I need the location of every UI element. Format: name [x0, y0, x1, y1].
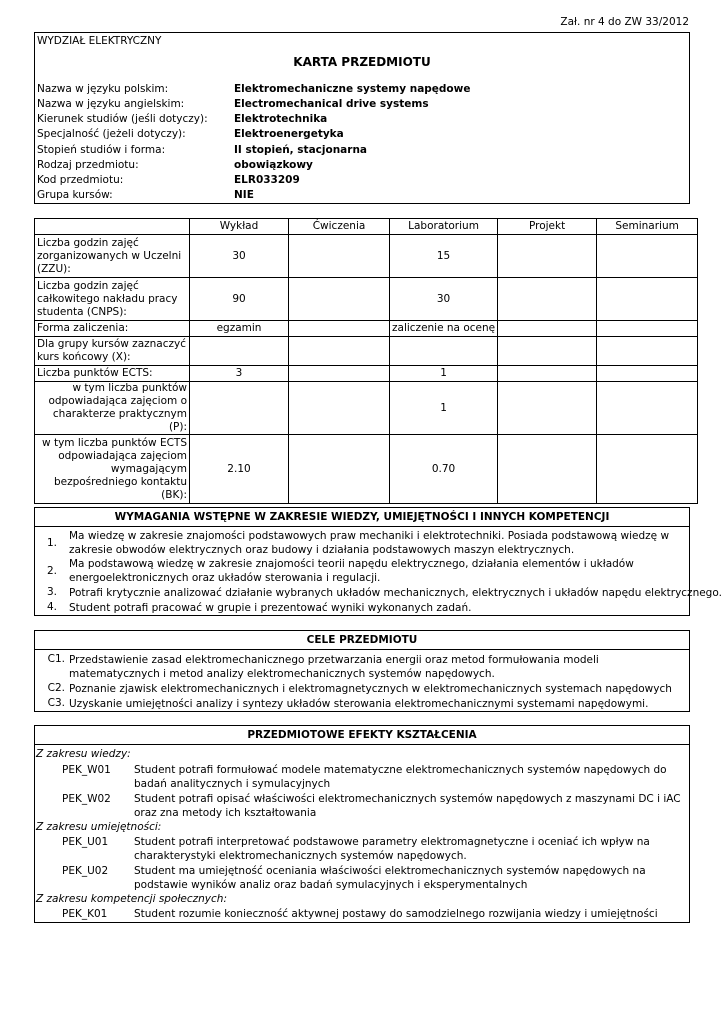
list-item: Przedstawienie zasad elektromechanicznego przetwarzania energii oraz metod formułowania modeli matematycznych i metod analizy elektromechanicznych systemów napędowych. — [69, 654, 599, 680]
table-cell: 15 — [390, 235, 498, 278]
category-label: Z zakresu wiedzy: — [36, 748, 131, 760]
field-value: NIE — [234, 189, 254, 201]
outcome-text: Student rozumie konieczność aktywnej postawy do samodzielnego rozwijania wiedzy i umiejętności — [134, 908, 658, 920]
table-cell: zaliczenie na ocenę — [390, 321, 498, 337]
department-name: WYDZIAŁ ELEKTRYCZNY — [37, 35, 162, 47]
field-value: II stopień, stacjonarna — [234, 144, 367, 156]
category-label: Z zakresu umiejętności: — [36, 821, 162, 833]
table-cell — [498, 435, 597, 504]
table-row — [35, 382, 698, 435]
column-header: Laboratorium — [390, 219, 498, 235]
table-cell: 90 — [190, 278, 289, 321]
goals-section — [34, 630, 690, 712]
field-value: Elektroenergetyka — [234, 128, 344, 140]
outcome-text: Student potrafi interpretować podstawowe parametry elektromagnetyczne i oceniać ich wpływ na charakterystyki elektromechanicznych systemów napędowych. — [134, 836, 650, 862]
column-header: Ćwiczenia — [289, 219, 390, 235]
field-label: Grupa kursów: — [37, 189, 113, 201]
outcome-text: Student ma umiejętność oceniania właściwości elektromechanicznych systemów napędowych na podstawie wyników analiz oraz badań symulacyjnych i eksperymentalnych — [134, 865, 646, 891]
table-cell: 1 — [390, 382, 498, 435]
table-cell — [597, 337, 698, 366]
table-row — [35, 337, 698, 366]
list-item: Ma wiedzę w zakresie znajomości podstawowych praw mechaniki i elektrotechniki. Posiada podstawową wiedzę w zakresie obwodów elektrycznych oraz budowy i działania podstawowych maszyn elektrycznych. — [69, 530, 670, 556]
field-label: Kierunek studiów (jeśli dotyczy): — [37, 113, 208, 125]
column-header: Seminarium — [597, 219, 698, 235]
outcome-code: PEK_W01 — [62, 764, 111, 776]
field-value: ELR033209 — [234, 174, 300, 186]
table-cell: 1 — [390, 366, 498, 382]
table-cell — [597, 435, 698, 504]
table-cell — [390, 337, 498, 366]
table-cell — [597, 382, 698, 435]
table-cell — [289, 337, 390, 366]
field-label: Nazwa w języku angielskim: — [37, 98, 185, 110]
list-item: Potrafi krytycznie analizować działanie wybranych układów mechanicznych, elektrycznych i układów napędu elektrycznego. — [69, 587, 722, 599]
table-header-row — [35, 219, 698, 235]
item-number: 2. — [46, 565, 57, 577]
table-cell: 30 — [190, 235, 289, 278]
document-title: KARTA PRZEDMIOTU — [293, 55, 431, 69]
field-label: Nazwa w języku polskim: — [37, 83, 169, 95]
table-row — [35, 435, 698, 504]
table-row — [35, 366, 698, 382]
prerequisites-section — [34, 507, 722, 616]
row-label: Liczba godzin zajęć zorganizowanych w Uczelni (ZZU): — [35, 235, 190, 278]
table-cell — [289, 382, 390, 435]
table-cell — [597, 278, 698, 321]
outcome-code: PEK_U02 — [62, 865, 109, 877]
row-label: Dla grupy kursów zaznaczyć kurs końcowy (X): — [35, 337, 190, 366]
table-cell — [289, 235, 390, 278]
row-label: Forma zaliczenia: — [35, 321, 190, 337]
table-cell: 0.70 — [390, 435, 498, 504]
document-reference: Zał. nr 4 do ZW 33/2012 — [560, 16, 689, 28]
row-label: w tym liczba punktów ECTS odpowiadająca zajęciom wymagającym bezpośredniego kontaktu (BK): — [35, 435, 190, 504]
table-cell: 30 — [390, 278, 498, 321]
table-cell — [289, 321, 390, 337]
field-label: Kod przedmiotu: — [37, 174, 124, 186]
item-number: C3. — [47, 697, 65, 709]
table-cell — [498, 235, 597, 278]
field-value: Electromechanical drive systems — [234, 98, 429, 110]
list-item: Uzyskanie umiejętności analizy i syntezy układów sterowania elektromechanicznymi systemami napędowymi. — [69, 698, 649, 710]
outcome-code: PEK_K01 — [62, 908, 108, 920]
table-row — [35, 278, 698, 321]
table-cell — [498, 321, 597, 337]
field-value: obowiązkowy — [234, 159, 313, 171]
category-label: Z zakresu kompetencji społecznych: — [36, 893, 227, 905]
table-cell — [498, 382, 597, 435]
column-header: Projekt — [498, 219, 597, 235]
table-cell — [289, 366, 390, 382]
course-header-box — [34, 32, 690, 204]
section-heading: PRZEDMIOTOWE EFEKTY KSZTAŁCENIA — [35, 726, 689, 745]
section-heading: CELE PRZEDMIOTU — [35, 631, 689, 650]
outcomes-section — [34, 725, 690, 923]
table-cell — [190, 337, 289, 366]
list-item: Poznanie zjawisk elektromechanicznych i elektromagnetycznych w elektromechanicznych systemach napędowych — [69, 683, 672, 695]
section-heading: WYMAGANIA WSTĘPNE W ZAKRESIE WIEDZY, UMIEJĘTNOŚCI I INNYCH KOMPETENCJI — [35, 508, 689, 527]
list-item: Ma podstawową wiedzę w zakresie znajomości teorii napędu elektrycznego, działania elementów i układów energoelektronicznych oraz układów sterowania i regulacji. — [69, 558, 634, 584]
table-row — [35, 235, 698, 278]
table-cell: 2.10 — [190, 435, 289, 504]
outcome-code: PEK_W02 — [62, 793, 111, 805]
outcome-text: Student potrafi opisać właściwości elektromechanicznych systemów napędowych z maszynami DC i iAC oraz zna metody ich kształtowania — [134, 793, 681, 819]
item-number: C1. — [47, 653, 65, 665]
hours-table — [34, 218, 698, 504]
field-label: Specjalność (jeżeli dotyczy): — [37, 128, 186, 140]
row-label: Liczba godzin zajęć całkowitego nakładu pracy studenta (CNPS): — [35, 278, 190, 321]
table-cell — [498, 278, 597, 321]
field-value: Elektrotechnika — [234, 113, 328, 125]
row-label: Liczba punktów ECTS: — [35, 366, 190, 382]
table-cell — [597, 321, 698, 337]
table-cell — [289, 435, 390, 504]
table-cell — [498, 337, 597, 366]
table-row — [35, 321, 698, 337]
item-number: 3. — [46, 586, 57, 598]
list-item: Student potrafi pracować w grupie i prezentować wyniki wykonanych zadań. — [69, 602, 472, 614]
table-cell — [498, 366, 597, 382]
table-cell: 3 — [190, 366, 289, 382]
outcome-code: PEK_U01 — [62, 836, 109, 848]
table-cell — [190, 382, 289, 435]
field-label: Rodzaj przedmiotu: — [37, 159, 139, 171]
table-cell — [289, 278, 390, 321]
table-cell — [597, 366, 698, 382]
field-value: Elektromechaniczne systemy napędowe — [234, 83, 471, 95]
item-number: 1. — [46, 537, 57, 549]
table-corner-cell — [35, 219, 190, 235]
table-cell — [597, 235, 698, 278]
outcome-text: Student potrafi formułować modele matematyczne elektromechanicznych systemów napędowych do badań analitycznych i symulacyjnych — [134, 764, 667, 790]
row-label: w tym liczba punktów odpowiadająca zajęciom o charakterze praktycznym (P): — [35, 382, 190, 435]
table-cell: egzamin — [190, 321, 289, 337]
column-header: Wykład — [190, 219, 289, 235]
item-number: C2. — [47, 682, 65, 694]
field-label: Stopień studiów i forma: — [37, 144, 166, 156]
item-number: 4. — [46, 601, 57, 613]
